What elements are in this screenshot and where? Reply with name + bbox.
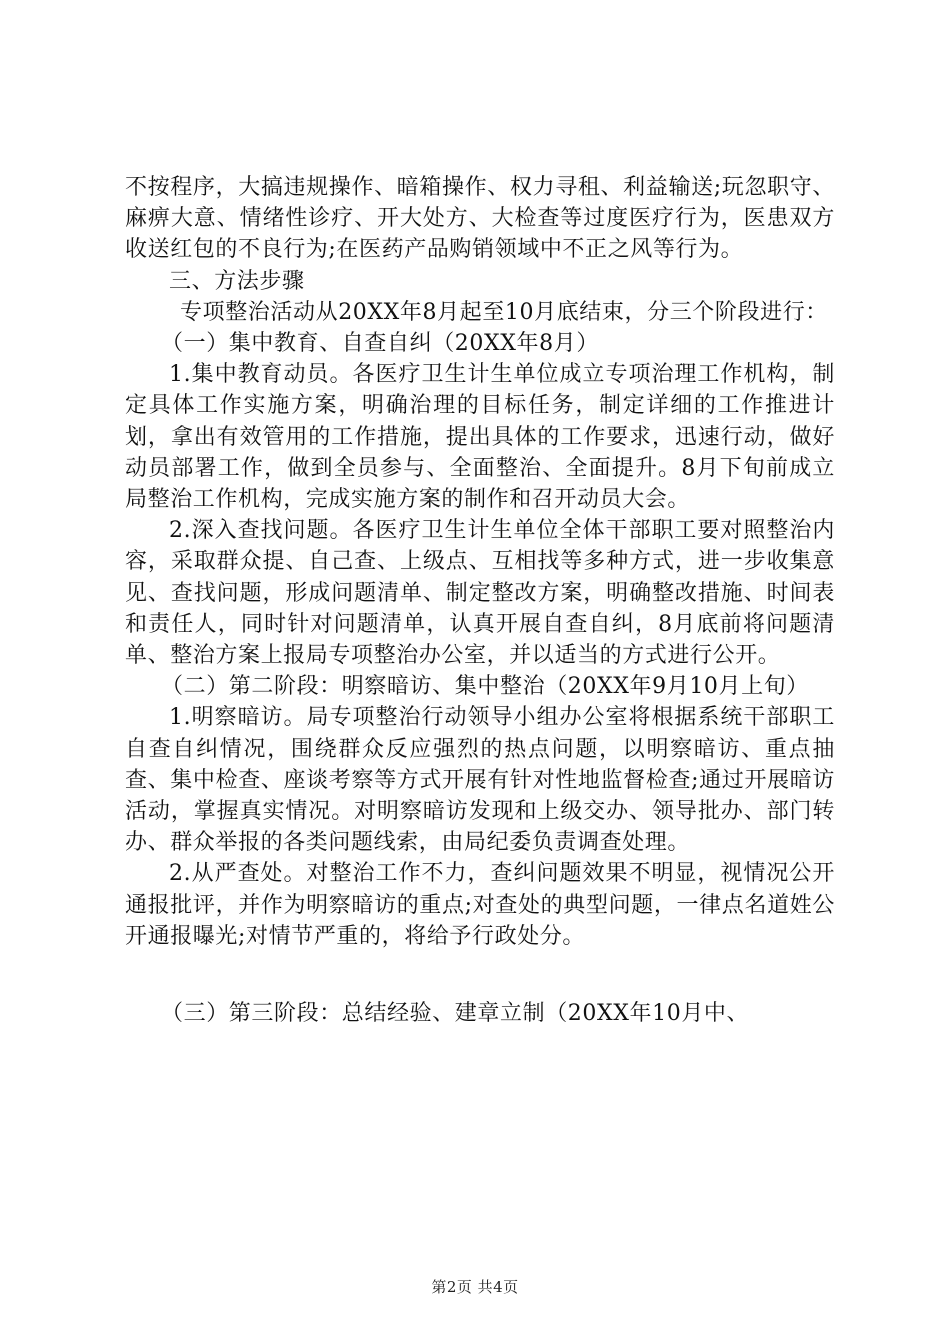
paragraph-inspection: 1.明察暗访。局专项整治行动领导小组办公室将根据系统干部职工自查自纠情况，围绕群众反应强烈的热点问题，以明察暗访、重点抽查、集中检查、座谈考察等方式开展有针对性地监督检查;通过开展暗访活动，掌握真实情况。对明察暗访发现和上级交办、领导批办、部门转办、群众举报的各类问题线索，由局纪委负责调查处理。 xyxy=(125,705,835,856)
stage-one-heading: （一）集中教育、自查自纠（20XX年8月） xyxy=(161,331,599,357)
paragraph-schedule: 专项整治活动从20XX年8月起至10月底结束，分三个阶段进行： xyxy=(180,299,828,325)
stage-three-heading: （三）第三阶段：总结经验、建章立制（20XX年10月中、 xyxy=(161,1001,750,1027)
paragraph-violations: 不按程序，大搞违规操作、暗箱操作、权力寻租、利益输送;玩忽职守、麻痹大意、情绪性诊疗、开大处方、大检查等过度医疗行为，医患双方收送红包的不良行为;在医药产品购销领域中不正之风等行为。 xyxy=(125,175,835,263)
paragraph-strict-handling: 2.从严查处。对整治工作不力，查纠问题效果不明显，视情况公开通报批评，并作为明察暗访的重点;对查处的典型问题，一律点名道姓公开通报曝光;对情节严重的，将给予行政处分。 xyxy=(125,861,835,949)
body-text xyxy=(125,172,835,1029)
paragraph-mobilization: 1.集中教育动员。各医疗卫生计生单位成立专项治理工作机构，制定具体工作实施方案，明确治理的目标任务，制定详细的工作推进计划，拿出有效管用的工作措施，提出具体的工作要求，迅速行动，做好动员部署工作，做到全员参与、全面整治、全面提升。8月下旬前成立局整治工作机构，完成实施方案的制作和召开动员大会。 xyxy=(125,362,835,513)
paragraph-gap xyxy=(125,952,835,998)
page-number-footer: 第2页 共4页 xyxy=(431,1278,519,1296)
paragraph-find-problems: 2.深入查找问题。各医疗卫生计生单位全体干部职工要对照整治内容，采取群众提、自己查、上级点、互相找等多种方式，进一步收集意见、查找问题，形成问题清单、制定整改方案，明确整改措施、时间表和责任人，同时针对问题清单，认真开展自查自纠，8月底前将问题清单、整治方案上报局专项整治办公室，并以适当的方式进行公开。 xyxy=(125,518,835,669)
stage-two-heading: （二）第二阶段：明察暗访、集中整治（20XX年9月10月上旬） xyxy=(161,674,809,700)
section-heading-methods: 三、方法步骤 xyxy=(169,268,305,294)
